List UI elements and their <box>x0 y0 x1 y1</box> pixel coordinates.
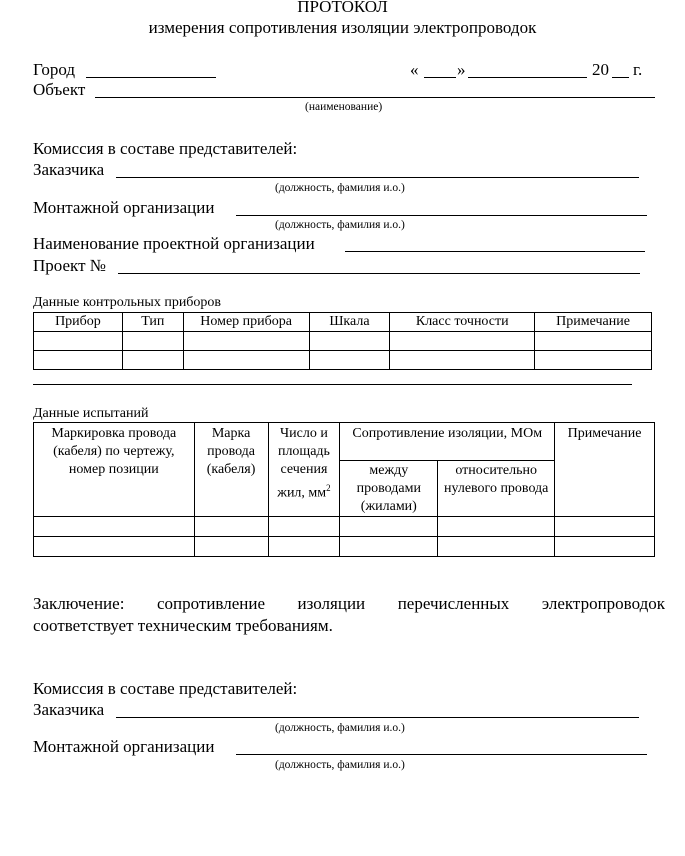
table-cell[interactable] <box>194 537 268 557</box>
object-field[interactable] <box>95 97 655 98</box>
project-label: Проект № <box>33 256 106 275</box>
instruments-title: Данные контрольных приборов <box>33 295 222 310</box>
table-header-row <box>34 313 652 332</box>
table-cell[interactable] <box>535 351 652 370</box>
tests-table <box>33 422 655 557</box>
object-hint: (наименование) <box>305 101 383 113</box>
table-cell[interactable] <box>183 351 309 370</box>
signature-commission-label: Комиссия в составе представителей: <box>33 679 298 698</box>
design-org-field[interactable] <box>345 251 645 252</box>
customer-field[interactable] <box>116 177 639 178</box>
document-title: ПРОТОКОЛ <box>297 0 388 16</box>
commission-label: Комиссия в составе представителей: <box>33 139 298 158</box>
table-cell[interactable] <box>122 332 183 351</box>
document-subtitle: измерения сопротивления изоляции электропроводок <box>148 18 537 37</box>
cores-sup: 2 <box>326 483 331 493</box>
date-open-quote: « <box>410 60 419 79</box>
signature-installer-field[interactable] <box>236 754 647 755</box>
header-cell-brand: Марка провода (кабеля) <box>194 423 268 517</box>
table-cell[interactable] <box>438 517 555 537</box>
customer-hint: (должность, фамилия и.о.) <box>275 182 405 194</box>
year-field[interactable] <box>612 77 629 78</box>
installer-hint: (должность, фамилия и.о.) <box>275 219 405 231</box>
table-row <box>34 537 655 557</box>
table-row <box>34 332 652 351</box>
signature-installer-label: Монтажной организации <box>33 737 215 756</box>
date-day-field[interactable] <box>424 77 456 78</box>
year-suffix: г. <box>633 60 643 79</box>
header-cell-resistance: Сопротивление изоляции, МОм <box>340 423 555 461</box>
table-cell[interactable] <box>390 351 535 370</box>
installer-label: Монтажной организации <box>33 198 215 217</box>
header-cell-note: Примечание <box>555 423 655 517</box>
header-cell: Тип <box>122 313 183 332</box>
table-cell[interactable] <box>555 537 655 557</box>
conclusion-line2: соответствует техническим требованиям. <box>33 616 333 635</box>
header-cell-cores <box>268 423 340 517</box>
table-cell[interactable] <box>390 332 535 351</box>
table-cell[interactable] <box>340 517 438 537</box>
date-close-quote: » <box>457 60 466 79</box>
tests-title: Данные испытаний <box>33 406 149 421</box>
table-cell[interactable] <box>34 332 123 351</box>
design-org-label: Наименование проектной организации <box>33 234 315 253</box>
signature-customer-label: Заказчика <box>33 700 105 719</box>
header-cell: Примечание <box>535 313 652 332</box>
date-month-field[interactable] <box>468 77 587 78</box>
header-cell-between: между проводами (жилами) <box>340 461 438 517</box>
instruments-extra-line[interactable] <box>33 384 632 385</box>
header-cell: Прибор <box>34 313 123 332</box>
cores-text: Число и площадь сечения жил, мм <box>277 426 330 501</box>
header-cell: Шкала <box>309 313 390 332</box>
project-field[interactable] <box>118 273 640 274</box>
table-cell[interactable] <box>183 332 309 351</box>
table-row <box>34 517 655 537</box>
city-label: Город <box>33 60 75 79</box>
table-cell[interactable] <box>309 351 390 370</box>
table-cell[interactable] <box>268 537 340 557</box>
header-cell-marking: Маркировка провода (кабеля) по чертежу, номер позиции <box>34 423 195 517</box>
table-cell[interactable] <box>122 351 183 370</box>
table-cell[interactable] <box>309 332 390 351</box>
table-row <box>34 351 652 370</box>
year-prefix: 20 <box>592 60 609 79</box>
customer-label: Заказчика <box>33 160 105 179</box>
signature-customer-hint: (должность, фамилия и.о.) <box>275 722 405 734</box>
table-cell[interactable] <box>34 351 123 370</box>
table-cell[interactable] <box>194 517 268 537</box>
object-label: Объект <box>33 80 86 99</box>
header-cell: Номер прибора <box>183 313 309 332</box>
city-field[interactable] <box>86 77 216 78</box>
signature-customer-field[interactable] <box>116 717 639 718</box>
table-cell[interactable] <box>535 332 652 351</box>
table-cell[interactable] <box>34 517 195 537</box>
table-cell[interactable] <box>34 537 195 557</box>
table-cell[interactable] <box>438 537 555 557</box>
table-cell[interactable] <box>268 517 340 537</box>
header-cell: Класс точности <box>390 313 535 332</box>
installer-field[interactable] <box>236 215 647 216</box>
instruments-table <box>33 312 652 370</box>
conclusion-line1: Заключение: сопротивление изоляции перечисленных электропроводок <box>33 594 665 613</box>
table-cell[interactable] <box>340 537 438 557</box>
header-cell-neutral: относительно нулевого провода <box>438 461 555 517</box>
signature-installer-hint: (должность, фамилия и.о.) <box>275 759 405 771</box>
table-header-row <box>34 423 655 461</box>
table-cell[interactable] <box>555 517 655 537</box>
